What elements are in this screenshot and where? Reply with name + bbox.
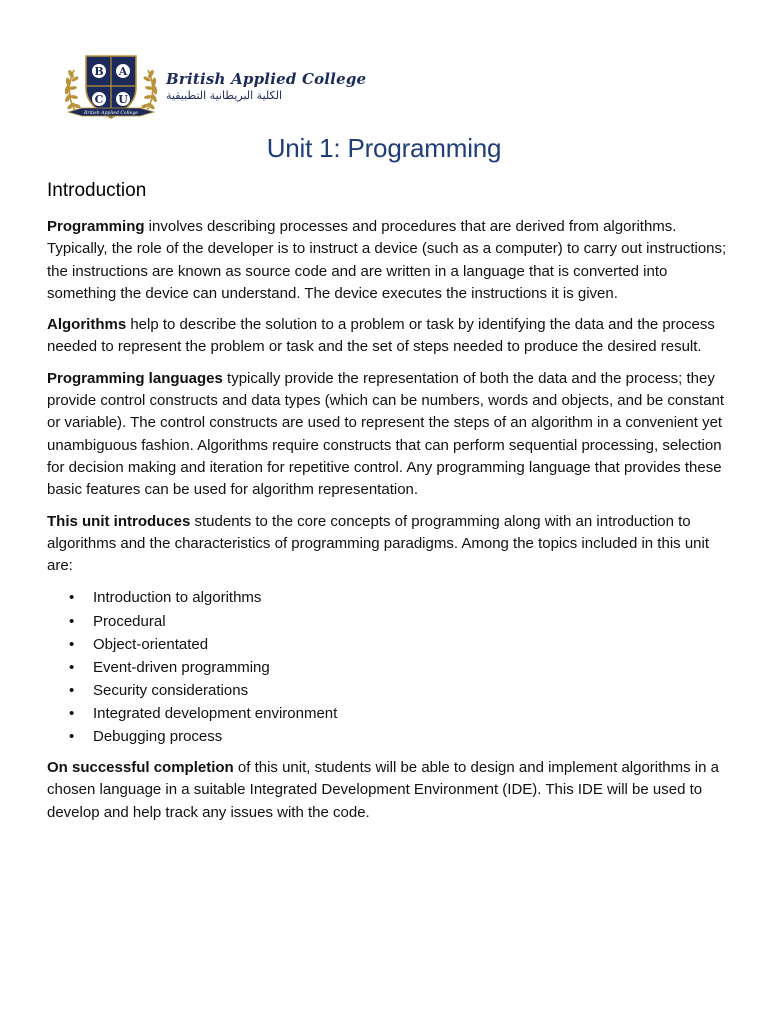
section-heading: Introduction <box>47 180 147 201</box>
list-item <box>47 702 737 725</box>
laurel-left-icon <box>64 69 81 112</box>
bullet-icon: • <box>69 728 75 746</box>
topics-list <box>47 586 737 748</box>
college-crest-logo <box>60 50 162 126</box>
laurel-right-icon <box>141 69 158 112</box>
college-name-arabic: الكلية البريطانية التطبيقية <box>166 89 283 102</box>
bullet-icon: • <box>69 704 75 722</box>
list-item-text: Integrated development environment <box>93 704 338 722</box>
paragraph-algorithms <box>47 314 737 359</box>
bullet-icon: • <box>69 589 75 607</box>
paragraph-programming <box>47 216 737 305</box>
page-title: Unit 1: Programming <box>266 133 502 163</box>
list-item-text: Security considerations <box>93 681 249 699</box>
paragraph-text: students to the core concepts of programming along with an introduction to algorithms and the characteristics of programming paradigms. Among the topics included in this unit are: <box>47 512 709 575</box>
list-item-text: Introduction to algorithms <box>93 589 262 607</box>
paragraph-lead: This unit introduces <box>47 512 191 530</box>
paragraph-text: of this unit, students will be able to design and implement algorithms in a chosen language in a suitable Integrated Development Environment (IDE). This IDE will be used to develop and help track any issues with the code. <box>47 759 719 821</box>
paragraph-successful-completion <box>47 757 737 824</box>
svg-text:U: U <box>118 93 128 106</box>
paragraph-text: involves describing processes and procedures that are derived from algorithms. Typically, the role of the developer is to instruct a device (such as a computer) to carry out instructions; the instructions are known as source code and are written in a language that is converted into something the device can understand. The device executes the instructions it is given. <box>47 218 727 302</box>
paragraph-lead: On successful completion <box>47 759 234 777</box>
svg-text:B: B <box>94 65 104 78</box>
college-name-block <box>166 70 386 104</box>
svg-text:C: C <box>94 93 104 106</box>
document-body <box>47 216 737 833</box>
bullet-icon: • <box>69 658 75 676</box>
college-name-english: British Applied College <box>166 70 367 88</box>
list-item <box>47 610 737 633</box>
paragraph-lead: Programming languages <box>47 369 223 387</box>
list-item-text: Event-driven programming <box>93 658 270 676</box>
college-header <box>60 50 380 126</box>
list-item-text: Procedural <box>93 612 166 630</box>
list-item <box>47 725 737 748</box>
list-item-text: Debugging process <box>93 728 223 746</box>
paragraph-lead: Algorithms <box>47 316 127 334</box>
bullet-icon: • <box>69 681 75 699</box>
paragraph-lead: Programming <box>47 218 145 235</box>
bullet-icon: • <box>69 635 75 653</box>
paragraph-unit-introduces <box>47 511 737 578</box>
svg-text:A: A <box>118 65 128 78</box>
banner-ribbon-icon <box>68 108 154 116</box>
paragraph-programming-languages <box>47 368 737 502</box>
list-item <box>47 656 737 679</box>
list-item <box>47 586 737 609</box>
list-item <box>47 679 737 702</box>
list-item <box>47 633 737 656</box>
paragraph-text: help to describe the solution to a problem or task by identifying the data and the process needed to represent the problem or task and the set of steps needed to produce the desired result. <box>47 316 715 356</box>
paragraph-text: typically provide the representation of both the data and the process; they provide control constructs and data types (which can be numbers, words and objects, and be constant or variable). The control constructs are used to represent the steps of an algorithm in a convenient yet unambiguous fashion. Algorithms require constructs that can perform sequential processing, selection for decision making and iteration for repetitive control. Any programming language that provides these basic features can be used for algorithm representation. <box>47 369 725 499</box>
bullet-icon: • <box>69 612 75 630</box>
svg-text:British Applied College: British Applied College <box>84 111 138 117</box>
list-item-text: Object-orientated <box>93 635 209 653</box>
